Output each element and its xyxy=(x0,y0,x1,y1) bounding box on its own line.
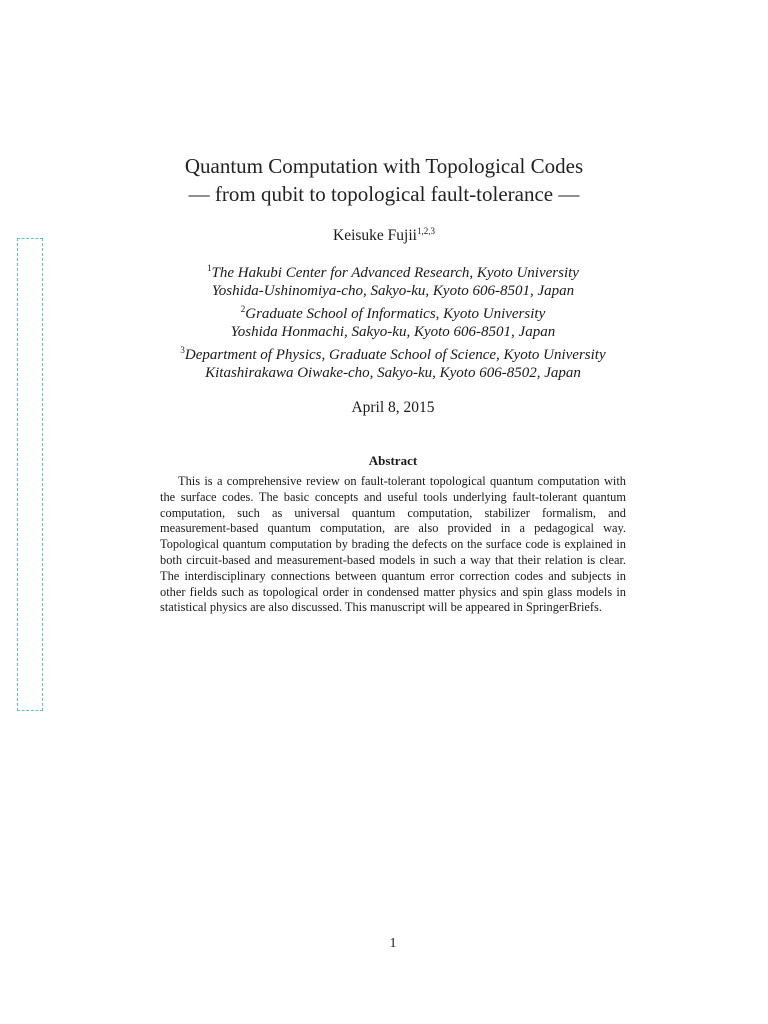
affiliations xyxy=(0,259,768,382)
affiliation-2-mark: 2 xyxy=(240,304,246,314)
date: April 8, 2015 xyxy=(351,399,435,416)
affiliation-3-line-1: $^3$Department of Physics, Graduate School of Science, Kyoto University xyxy=(180,345,606,363)
paper-title xyxy=(0,152,768,208)
author-name: Keisuke Fujii xyxy=(333,227,417,244)
abstract-heading: Abstract xyxy=(368,453,418,468)
page-number: 1 xyxy=(389,936,397,951)
title-line-2: — from qubit to topological fault-tolerance — xyxy=(188,182,580,206)
title-line-1: Quantum Computation with Topological Codes xyxy=(184,154,584,178)
affiliation-3-line-2: Kitashirakawa Oiwake-cho, Sakyo-ku, Kyoto 606-8502, Japan xyxy=(205,365,581,381)
abstract-text: This is a comprehensive review on fault-tolerant topological quantum computation with the surface codes. The basic concepts and useful tools underlying fault-tolerant quantum computation, such as universal quantum computation, stabilizer formalism, and measurement-based quantum computation, are also provided in a pedagogical way. Topological quantum computation by brading the defects on the surface code is explained in both circuit-based and measurement-based models in such a way that their relation is clear. The interdisciplinary connections between quantum error correction codes and subjects in other fields such as topological order in condensed matter physics and spin glass models in statistical physics are also discussed. This manuscript will be appeared in SpringerBriefs. xyxy=(160,474,626,615)
affiliation-2-line-2: Yoshida Honmachi, Sakyo-ku, Kyoto 606-8501, Japan xyxy=(230,324,556,340)
affiliation-1-line-1: $^1$The Hakubi Center for Advanced Research, Kyoto University xyxy=(207,263,579,281)
author-line xyxy=(0,226,768,245)
author-affil-marks: 1,2,3 xyxy=(416,226,435,236)
affiliation-1-line-2: Yoshida-Ushinomiya-cho, Sakyo-ku, Kyoto 606-8501, Japan xyxy=(211,283,575,299)
affiliation-1-mark: 1 xyxy=(207,263,212,273)
affiliation-2-line-1: $^2$Graduate School of Informatics, Kyoto University xyxy=(240,304,546,322)
affiliation-3-mark: 3 xyxy=(180,345,185,355)
